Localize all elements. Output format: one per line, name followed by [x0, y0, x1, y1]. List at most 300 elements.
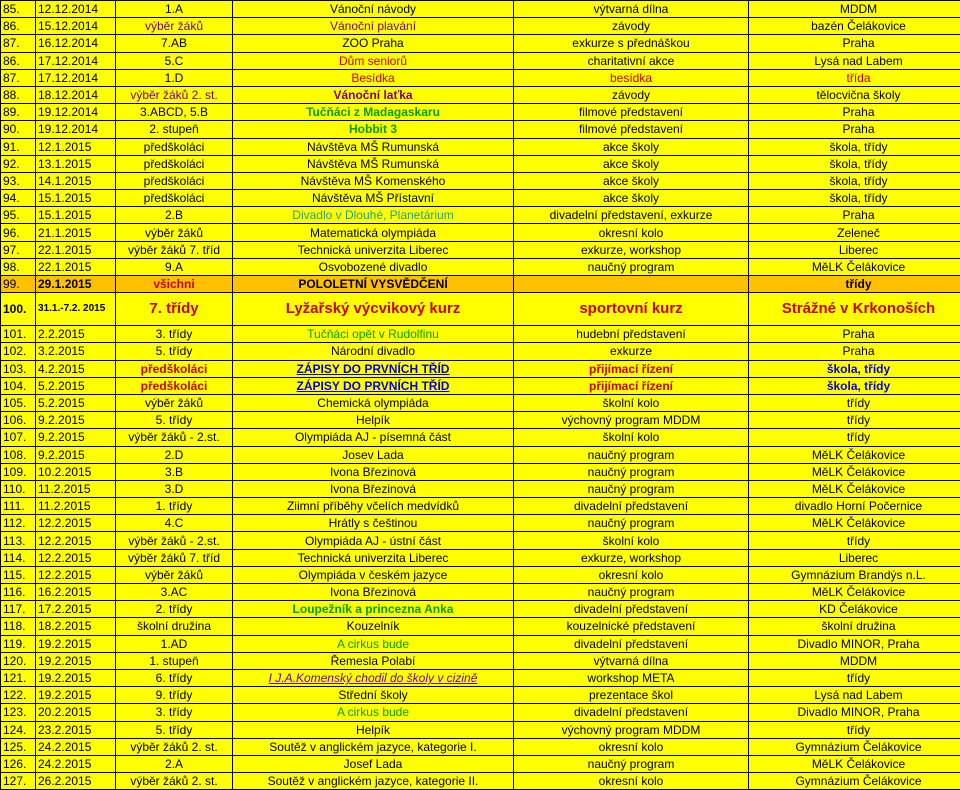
event-type: divadelní představení [514, 498, 749, 515]
event-place: Praha [749, 343, 960, 360]
participants: 7.AB [116, 35, 233, 52]
event-name: Návštěva MŠ Rumunská [233, 138, 514, 155]
event-place: Liberec [749, 241, 960, 258]
table-row [1, 429, 960, 446]
event-place: Gymnázium Čelákovice [749, 738, 960, 755]
table-row [1, 515, 960, 532]
event-type: naučný program [514, 515, 749, 532]
event-name: Ivona Březinová [233, 463, 514, 480]
event-type: workshop META [514, 669, 749, 686]
event-place: Praha [749, 121, 960, 138]
event-date: 19.2.2015 [36, 652, 116, 669]
event-type: naučný program [514, 446, 749, 463]
event-date: 24.2.2015 [36, 738, 116, 755]
event-date: 12.2.2015 [36, 532, 116, 549]
event-name: Kouzelník [233, 618, 514, 635]
event-place: Divadlo MINOR, Praha [749, 704, 960, 721]
event-name: Vánoční laťka [233, 86, 514, 103]
event-type: sportovní kurz [514, 293, 749, 326]
participants: 3. třídy [116, 326, 233, 343]
event-type: naučný program [514, 463, 749, 480]
event-date: 12.1.2015 [36, 138, 116, 155]
table-row [1, 121, 960, 138]
event-name: Helpík [233, 412, 514, 429]
table-row [1, 224, 960, 241]
participants: výběr žáků - 2.st. [116, 532, 233, 549]
event-type: hudební představení [514, 326, 749, 343]
participants: výběr žáků 2. st. [116, 86, 233, 103]
event-type: exkurze [514, 343, 749, 360]
event-name: I J.A.Komenský chodil do školy v cizině [233, 669, 514, 686]
event-type: divadelní představení [514, 635, 749, 652]
participants: výběr žáků [116, 224, 233, 241]
participants: 9.A [116, 258, 233, 275]
row-number: 97. [1, 241, 36, 258]
event-name: POLOLETNÍ VYSVĚDČENÍ [233, 276, 514, 293]
event-type: exkurze s přednáškou [514, 35, 749, 52]
event-date: 4.2.2015 [36, 360, 116, 377]
event-name: Chemická olympiáda [233, 394, 514, 411]
event-place: Liberec [749, 549, 960, 566]
event-date: 13.1.2015 [36, 155, 116, 172]
event-place: třídy [749, 412, 960, 429]
row-number: 88. [1, 86, 36, 103]
participants: 2.D [116, 446, 233, 463]
event-date: 10.2.2015 [36, 463, 116, 480]
row-number: 115. [1, 566, 36, 583]
table-row [1, 1, 960, 18]
participants: 1.AD [116, 635, 233, 652]
participants: 2.A [116, 755, 233, 772]
row-number: 108. [1, 446, 36, 463]
event-place: škola, třídy [749, 360, 960, 377]
row-number: 114. [1, 549, 36, 566]
events-table-body [1, 1, 960, 790]
event-type: prezentace škol [514, 687, 749, 704]
table-row [1, 480, 960, 497]
event-date: 19.12.2014 [36, 104, 116, 121]
row-number: 104. [1, 377, 36, 394]
event-name: Národní divadlo [233, 343, 514, 360]
table-row [1, 704, 960, 721]
event-name: Návštěva MŠ Rumunská [233, 155, 514, 172]
event-name: Střední školy [233, 687, 514, 704]
table-row [1, 584, 960, 601]
table-row [1, 18, 960, 35]
event-type: charitativní akce [514, 52, 749, 69]
event-name: Hobbit 3 [233, 121, 514, 138]
row-number: 98. [1, 258, 36, 275]
participants: předškoláci [116, 138, 233, 155]
event-type: okresní kolo [514, 773, 749, 790]
event-date: 12.2.2015 [36, 515, 116, 532]
event-date: 21.1.2015 [36, 224, 116, 241]
event-type: okresní kolo [514, 566, 749, 583]
participants: výběr žáků [116, 18, 233, 35]
event-date: 18.12.2014 [36, 86, 116, 103]
row-number: 110. [1, 480, 36, 497]
event-place: Zeleneč [749, 224, 960, 241]
event-name: Tučňáci z Madagaskaru [233, 104, 514, 121]
event-type: exkurze, workshop [514, 241, 749, 258]
event-date: 19.12.2014 [36, 121, 116, 138]
table-row [1, 601, 960, 618]
participants: 5.C [116, 52, 233, 69]
event-place: MěLK Čelákovice [749, 584, 960, 601]
participants: školní družina [116, 618, 233, 635]
participants: předškoláci [116, 172, 233, 189]
table-row [1, 412, 960, 429]
event-name: Loupežník a princezna Anka [233, 601, 514, 618]
event-name: Ivona Březinová [233, 584, 514, 601]
table-row [1, 446, 960, 463]
row-number: 99. [1, 276, 36, 293]
event-name: Hrátly s češtinou [233, 515, 514, 532]
event-date: 19.2.2015 [36, 687, 116, 704]
event-place: MDDM [749, 1, 960, 18]
event-place: tělocvična školy [749, 86, 960, 103]
event-type: divadelní představení, exkurze [514, 207, 749, 224]
event-place: škola, třídy [749, 190, 960, 207]
event-name: Osvobozené divadlo [233, 258, 514, 275]
event-name: Olympiáda AJ - ústní část [233, 532, 514, 549]
event-date: 11.2.2015 [36, 498, 116, 515]
event-date: 17.12.2014 [36, 52, 116, 69]
event-place: Lysá nad Labem [749, 687, 960, 704]
event-name: ZÁPISY DO PRVNÍCH TŘÍD [233, 360, 514, 377]
table-row [1, 755, 960, 772]
event-date: 9.2.2015 [36, 429, 116, 446]
event-name: Olympiáda AJ - písemná část [233, 429, 514, 446]
event-name: Vánoční návody [233, 1, 514, 18]
table-row [1, 155, 960, 172]
participants: 5. třídy [116, 412, 233, 429]
event-name: ZOO Praha [233, 35, 514, 52]
event-date: 24.2.2015 [36, 755, 116, 772]
table-row [1, 687, 960, 704]
event-type: akce školy [514, 172, 749, 189]
event-date: 16.12.2014 [36, 35, 116, 52]
event-place: třídy [749, 429, 960, 446]
event-place: Praha [749, 35, 960, 52]
event-date: 3.2.2015 [36, 343, 116, 360]
row-number: 91. [1, 138, 36, 155]
event-date: 5.2.2015 [36, 394, 116, 411]
event-type: naučný program [514, 755, 749, 772]
table-row [1, 293, 960, 326]
table-row [1, 69, 960, 86]
event-date: 29.1.2015 [36, 276, 116, 293]
event-type: přijímací řízení [514, 377, 749, 394]
table-row [1, 190, 960, 207]
event-place: třídy [749, 669, 960, 686]
event-place: třídy [749, 394, 960, 411]
row-number: 100. [1, 293, 36, 326]
participants: 1. třídy [116, 498, 233, 515]
participants: předškoláci [116, 190, 233, 207]
event-type: závody [514, 18, 749, 35]
participants: 2. třídy [116, 601, 233, 618]
row-number: 105. [1, 394, 36, 411]
event-type: okresní kolo [514, 738, 749, 755]
event-name: Josev Lada [233, 446, 514, 463]
table-row [1, 52, 960, 69]
event-place: školní družina [749, 618, 960, 635]
participants: 7. třídy [116, 293, 233, 326]
table-row [1, 738, 960, 755]
row-number: 87. [1, 69, 36, 86]
event-place: Praha [749, 207, 960, 224]
event-place: MDDM [749, 652, 960, 669]
event-type: výchovný program MDDM [514, 412, 749, 429]
table-row [1, 343, 960, 360]
event-name: Matematická olympiáda [233, 224, 514, 241]
event-name: Besídka [233, 69, 514, 86]
event-date: 12.2.2015 [36, 549, 116, 566]
table-row [1, 241, 960, 258]
participants: výběr žáků [116, 394, 233, 411]
event-type: akce školy [514, 138, 749, 155]
event-name: Helpík [233, 721, 514, 738]
row-number: 109. [1, 463, 36, 480]
event-place: třídy [749, 721, 960, 738]
event-place: Praha [749, 104, 960, 121]
event-place: třída [749, 69, 960, 86]
event-name: Technická univerzita Liberec [233, 549, 514, 566]
participants: 1.A [116, 1, 233, 18]
event-name: A cirkus bude [233, 704, 514, 721]
table-row [1, 669, 960, 686]
table-row [1, 377, 960, 394]
event-type: školní kolo [514, 532, 749, 549]
participants: výběr žáků - 2.st. [116, 429, 233, 446]
event-name: A cirkus bude [233, 635, 514, 652]
event-date: 15.12.2014 [36, 18, 116, 35]
event-name: Návštěva MŠ Komenského [233, 172, 514, 189]
event-place: škola, třídy [749, 172, 960, 189]
event-type: školní kolo [514, 394, 749, 411]
event-place: bazén Čelákovice [749, 18, 960, 35]
table-row [1, 207, 960, 224]
event-name: Návštěva MŠ Přístavní [233, 190, 514, 207]
event-date: 12.2.2015 [36, 566, 116, 583]
event-date: 5.2.2015 [36, 377, 116, 394]
event-type: divadelní představení [514, 601, 749, 618]
event-date: 19.2.2015 [36, 635, 116, 652]
table-row [1, 498, 960, 515]
event-name: Lyžařský výcvikový kurz [233, 293, 514, 326]
table-row [1, 172, 960, 189]
table-row [1, 463, 960, 480]
table-row [1, 721, 960, 738]
row-number: 96. [1, 224, 36, 241]
participants: 3.ABCD, 5.B [116, 104, 233, 121]
event-place: Gymnázium Čelákovice [749, 773, 960, 790]
event-date: 20.2.2015 [36, 704, 116, 721]
table-row [1, 86, 960, 103]
table-row [1, 35, 960, 52]
participants: 3.B [116, 463, 233, 480]
table-row [1, 326, 960, 343]
event-type: akce školy [514, 190, 749, 207]
table-row [1, 532, 960, 549]
event-date: 22.1.2015 [36, 241, 116, 258]
event-type: besídka [514, 69, 749, 86]
row-number: 118. [1, 618, 36, 635]
row-number: 125. [1, 738, 36, 755]
event-place: KD Čelákovice [749, 601, 960, 618]
event-place: Praha [749, 326, 960, 343]
event-type: školní kolo [514, 429, 749, 446]
event-place: škola, třídy [749, 138, 960, 155]
event-place: Gymnázium Brandýs n.L. [749, 566, 960, 583]
event-name: Vánoční plavání [233, 18, 514, 35]
event-date: 18.2.2015 [36, 618, 116, 635]
row-number: 126. [1, 755, 36, 772]
participants: 9. třídy [116, 687, 233, 704]
table-row [1, 549, 960, 566]
participants: 3.D [116, 480, 233, 497]
event-name: Soutěž v anglickém jazyce, kategorie II. [233, 773, 514, 790]
event-type: přijímací řízení [514, 360, 749, 377]
event-name: Dům seniorů [233, 52, 514, 69]
event-place: MěLK Čelákovice [749, 446, 960, 463]
event-place: Strážné v Krkonoších [749, 293, 960, 326]
event-date: 15.1.2015 [36, 207, 116, 224]
table-row [1, 635, 960, 652]
event-date: 15.1.2015 [36, 190, 116, 207]
event-name: Řemesla Polabí [233, 652, 514, 669]
row-number: 92. [1, 155, 36, 172]
event-type: výtvarná dílna [514, 652, 749, 669]
participants: předškoláci [116, 360, 233, 377]
row-number: 119. [1, 635, 36, 652]
event-type: naučný program [514, 584, 749, 601]
event-date: 9.2.2015 [36, 446, 116, 463]
row-number: 124. [1, 721, 36, 738]
event-place: třídy [749, 532, 960, 549]
event-place: MěLK Čelákovice [749, 463, 960, 480]
participants: předškoláci [116, 155, 233, 172]
event-date: 9.2.2015 [36, 412, 116, 429]
row-number: 86. [1, 18, 36, 35]
event-date: 11.2.2015 [36, 480, 116, 497]
participants: výběr žáků [116, 566, 233, 583]
event-type: závody [514, 86, 749, 103]
event-date: 22.1.2015 [36, 258, 116, 275]
row-number: 86. [1, 52, 36, 69]
event-place: třídy [749, 276, 960, 293]
participants: 3.AC [116, 584, 233, 601]
event-type: kouzelnické představení [514, 618, 749, 635]
participants: 4.C [116, 515, 233, 532]
event-name: Ziimní příběhy včelích medvídků [233, 498, 514, 515]
event-name: Olympiáda v českém jazyce [233, 566, 514, 583]
table-row [1, 773, 960, 790]
participants: všichni [116, 276, 233, 293]
row-number: 95. [1, 207, 36, 224]
row-number: 111. [1, 498, 36, 515]
row-number: 127. [1, 773, 36, 790]
participants: 5. třídy [116, 721, 233, 738]
participants: 2.B [116, 207, 233, 224]
event-name: Technická univerzita Liberec [233, 241, 514, 258]
event-date: 2.2.2015 [36, 326, 116, 343]
event-place: škola, třídy [749, 377, 960, 394]
row-number: 122. [1, 687, 36, 704]
participants: 1. stupeň [116, 652, 233, 669]
event-name: Josef Lada [233, 755, 514, 772]
event-type: výchovný program MDDM [514, 721, 749, 738]
event-place: MěLK Čelákovice [749, 755, 960, 772]
table-row [1, 566, 960, 583]
event-date: 17.12.2014 [36, 69, 116, 86]
participants: výběr žáků 7. tříd [116, 549, 233, 566]
event-type: exkurze, workshop [514, 549, 749, 566]
row-number: 103. [1, 360, 36, 377]
event-type: okresní kolo [514, 224, 749, 241]
row-number: 87. [1, 35, 36, 52]
row-number: 94. [1, 190, 36, 207]
event-type: akce školy [514, 155, 749, 172]
row-number: 101. [1, 326, 36, 343]
event-name: Tučňáci opět v Rudolfinu [233, 326, 514, 343]
event-date: 12.12.2014 [36, 1, 116, 18]
row-number: 113. [1, 532, 36, 549]
row-number: 90. [1, 121, 36, 138]
event-type: filmové představení [514, 104, 749, 121]
event-place: Lysá nad Labem [749, 52, 960, 69]
event-date: 19.2.2015 [36, 669, 116, 686]
table-row [1, 652, 960, 669]
row-number: 93. [1, 172, 36, 189]
event-place: MěLK Čelákovice [749, 480, 960, 497]
table-row [1, 276, 960, 293]
event-date: 31.1.-7.2. 2015 [36, 293, 116, 326]
event-date: 14.1.2015 [36, 172, 116, 189]
event-type: naučný program [514, 480, 749, 497]
event-type: naučný program [514, 258, 749, 275]
participants: 6. třídy [116, 669, 233, 686]
event-name: Ivona Březinová [233, 480, 514, 497]
row-number: 107. [1, 429, 36, 446]
row-number: 106. [1, 412, 36, 429]
participants: 1.D [116, 69, 233, 86]
event-place: MěLK Čelákovice [749, 258, 960, 275]
event-name: Divadlo v Dlouhé, Planetárium [233, 207, 514, 224]
table-row [1, 618, 960, 635]
event-date: 23.2.2015 [36, 721, 116, 738]
participants: výběr žáků 2. st. [116, 738, 233, 755]
event-place: Divadlo MINOR, Praha [749, 635, 960, 652]
table-row [1, 104, 960, 121]
event-date: 26.2.2015 [36, 773, 116, 790]
row-number: 117. [1, 601, 36, 618]
row-number: 102. [1, 343, 36, 360]
event-name: ZÁPISY DO PRVNÍCH TŘÍD [233, 377, 514, 394]
row-number: 121. [1, 669, 36, 686]
participants: předškoláci [116, 377, 233, 394]
event-place: divadlo Horní Počernice [749, 498, 960, 515]
participants: 2. stupeň [116, 121, 233, 138]
row-number: 89. [1, 104, 36, 121]
event-type: divadelní představení [514, 704, 749, 721]
event-date: 16.2.2015 [36, 584, 116, 601]
row-number: 116. [1, 584, 36, 601]
event-date: 17.2.2015 [36, 601, 116, 618]
event-place: MěLK Čelákovice [749, 515, 960, 532]
table-row [1, 138, 960, 155]
